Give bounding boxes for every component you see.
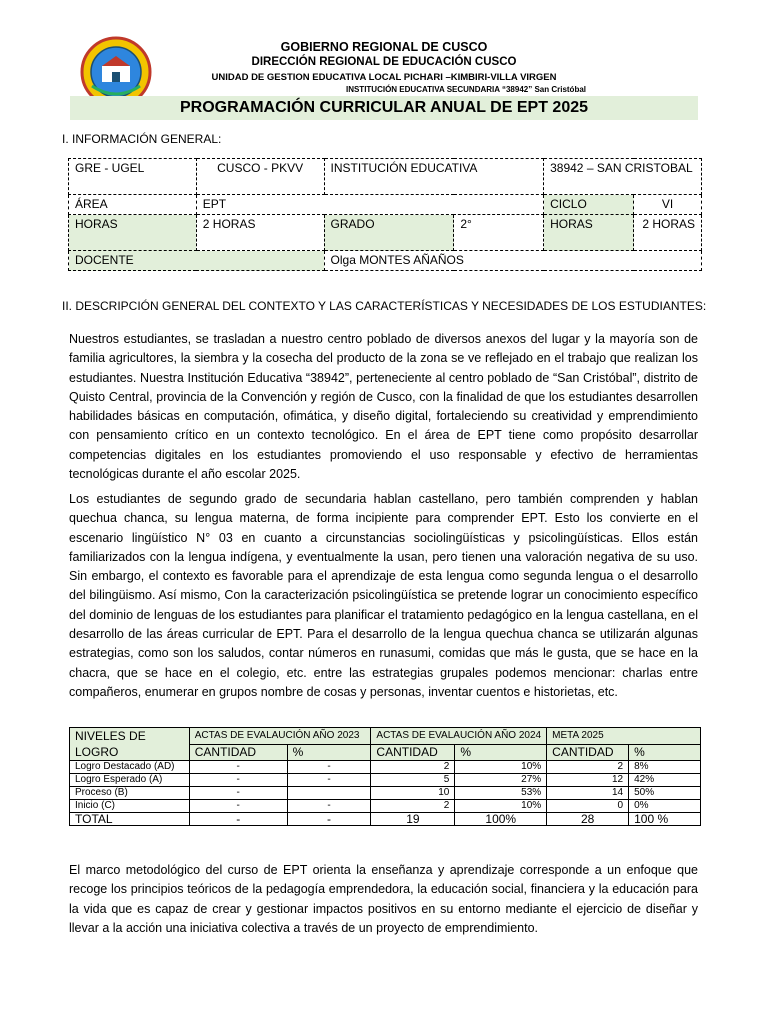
cell: 10% — [455, 800, 547, 813]
docente-value: Olga MONTES AÑAÑOS — [324, 251, 701, 271]
cell: 19 — [371, 813, 455, 826]
total-label: TOTAL — [70, 813, 190, 826]
area-label: ÁREA — [69, 195, 197, 215]
grado-label: GRADO — [324, 215, 454, 251]
header-2024: ACTAS DE EVALAUCIÓN AÑO 2024 — [371, 728, 547, 745]
row-label: Logro Destacado (AD) — [70, 761, 190, 774]
cell: 100 % — [629, 813, 701, 826]
cell: - — [189, 800, 287, 813]
grado-value: 2° — [454, 215, 544, 251]
row-label: Logro Esperado (A) — [70, 774, 190, 787]
section1-heading: I. INFORMACIÓN GENERAL: — [62, 132, 222, 146]
cell: - — [189, 787, 287, 800]
cell: - — [189, 774, 287, 787]
cell: 5 — [371, 774, 455, 787]
niveles-header: NIVELES DE LOGRO — [70, 728, 190, 761]
horas2-value: 2 HORAS — [634, 215, 702, 251]
page-title: PROGRAMACIÓN CURRICULAR ANUAL DE EPT 2025 — [70, 96, 698, 120]
cell: 0% — [629, 800, 701, 813]
cell: 10% — [455, 761, 547, 774]
general-info-table — [68, 158, 702, 271]
cell: - — [287, 800, 371, 813]
cell: 27% — [455, 774, 547, 787]
gre-value: CUSCO - PKVV — [196, 159, 324, 195]
cantidad-header: CANTIDAD — [189, 744, 287, 761]
cell: 0 — [547, 800, 629, 813]
ie-label: INSTITUCIÓN EDUCATIVA — [324, 159, 544, 195]
cell: - — [189, 761, 287, 774]
horas-label: HORAS — [69, 215, 197, 251]
cell: - — [287, 813, 371, 826]
header-line3: UNIDAD DE GESTION EDUCATIVA LOCAL PICHARI –KIMBIRI-VILLA VIRGEN — [211, 72, 557, 83]
results-table — [69, 727, 701, 826]
cell: - — [189, 813, 287, 826]
cell: 14 — [547, 787, 629, 800]
cell: 53% — [455, 787, 547, 800]
table-row — [70, 787, 701, 800]
cell: 10 — [371, 787, 455, 800]
horas-value: 2 HORAS — [196, 215, 324, 251]
docente-label: DOCENTE — [69, 251, 325, 271]
ciclo-value: VI — [634, 195, 702, 215]
cell: 8% — [629, 761, 701, 774]
paragraph-methodology: El marco metodológico del curso de EPT orienta la enseñanza y aprendizaje corresponde a un enfoque que recoge los principios teóricos de la pedagogía emprendedora, la educación social, financiera y la educación para la vida que es capaz de crear y gestionar impactos positivos en su entorno mediante el ejercicio de diseñar y llevar a la acción una iniciativa colectiva a través de un proyecto de emprendimiento. — [69, 863, 698, 935]
cantidad-header: CANTIDAD — [371, 744, 455, 761]
ciclo-label: CICLO — [544, 195, 634, 215]
cell: - — [287, 774, 371, 787]
cell: - — [287, 761, 371, 774]
ie-value: 38942 – SAN CRISTOBAL — [544, 159, 702, 195]
header-meta: META 2025 — [547, 728, 701, 745]
cell: 100% — [455, 813, 547, 826]
cell: 2 — [371, 761, 455, 774]
pct-header: % — [455, 744, 547, 761]
header-line1: GOBIERNO REGIONAL DE CUSCO — [280, 40, 488, 54]
cell: 42% — [629, 774, 701, 787]
cell: 2 — [371, 800, 455, 813]
paragraph-language: Los estudiantes de segundo grado de secundaria hablan castellano, pero también comprenden y hablan quechua chanca, su lengua materna, de forma incipiente para comprender EPT. Esto los convierte en el escenario lingüístico N° 03 en cuanto a circunstancias sociolingüísticas y psicolingüísticas. Ellos están familiarizados con la lengua indígena, y eventualmente la usan, pero tienen una valoración negativa de su uso. Sin embargo, el contexto es favorable para el aprendizaje de esta lengua como segunda lengua o el desarrollo del bilingüismo. Así mismo, Con la caracterización psicolingüística se pretende lograr un conocimiento específico del dominio de lenguas de los estudiantes para planificar el tratamiento pedagógico en la lengua castellana, en el desarrollo de las áreas curricular de EPT. Para el desarrollo de la lengua quechua chanca se utilizarán algunas estrategias, como son los saludos, contar números en runasumi, comidas que más le gusta, que se hace en la chacra, que se hace en el colegio, etc. entre las estrategias grupales podemos mencionar: charlas entre compañeros, enumerar en grupos nombre de cosas y personas, inventar cuentos e historietas, etc. — [69, 492, 698, 699]
cell: 12 — [547, 774, 629, 787]
cell — [287, 787, 371, 800]
paragraph-context: Nuestros estudiantes, se trasladan a nuestro centro poblado de diversos anexos del lugar y la mayoría son de familia agricultores, la siembra y la cosecha del producto de la zona se ve reflejado en el trabajo que realizan los estudiantes. Nuestra Institución Educativa “38942”, perteneciente al centro poblado de “San Cristóbal”, distrito de Quisto Central, provincia de la Convención y región de Cusco, con la finalidad de que los estudiantes desarrollen habilidades básicas en computación, ofimática, y diseño digital, fortaleciendo su creatividad y emprendimiento con pensamiento crítico en un contexto tecnológico. En el área de EPT tiene como propósito desarrollar competencias digitales en los estudiantes promoviendo el uso responsable y efectivo de herramientas tecnológicas durante el año escolar 2025. — [69, 332, 698, 482]
row-label: Proceso (B) — [70, 787, 190, 800]
header-line2: DIRECCIÓN REGIONAL DE EDUCACIÓN CUSCO — [251, 56, 517, 68]
pct-header: % — [287, 744, 371, 761]
total-row — [70, 813, 701, 826]
cell: 50% — [629, 787, 701, 800]
header-line4: INSTITUCIÓN EDUCATIVA SECUNDARIA “38942” San Cristóbal — [345, 85, 587, 94]
pct-header: % — [629, 744, 701, 761]
cantidad-header: CANTIDAD — [547, 744, 629, 761]
row-label: Inicio (C) — [70, 800, 190, 813]
table-row — [70, 800, 701, 813]
gre-label: GRE - UGEL — [69, 159, 197, 195]
area-value: EPT — [196, 195, 543, 215]
horas2-label: HORAS — [544, 215, 634, 251]
cell: 2 — [547, 761, 629, 774]
cell: 28 — [547, 813, 629, 826]
section2-heading: II. DESCRIPCIÓN GENERAL DEL CONTEXTO Y LAS CARACTERÍSTICAS Y NECESIDADES DE LOS ESTUDIANTES: — [62, 299, 707, 313]
table-row — [70, 761, 701, 774]
table-row — [70, 774, 701, 787]
header-2023: ACTAS DE EVALAUCIÓN AÑO 2023 — [189, 728, 371, 745]
